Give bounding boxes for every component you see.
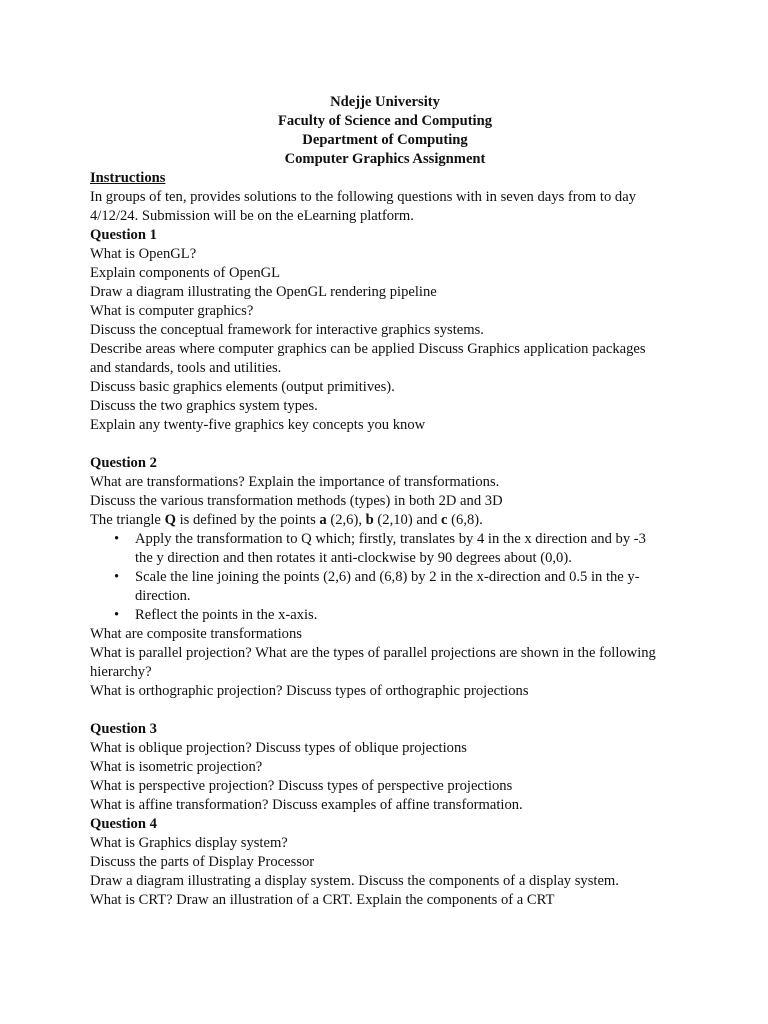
q2-triangle-definition	[90, 511, 680, 530]
instructions-line-1: In groups of ten, provides solutions to the following questions with in seven days from to day	[90, 189, 636, 205]
instructions-heading: Instructions	[90, 170, 166, 186]
bullet-icon: •	[114, 569, 120, 585]
department-title: Department of Computing	[302, 132, 468, 148]
document-page	[90, 93, 680, 910]
q1-item: Discuss basic graphics elements (output primitives).	[90, 379, 395, 395]
bullet-text: Apply the transformation to Q which; firstly, translates by 4 in the x direction and by -3	[135, 531, 646, 547]
blank-line	[90, 435, 680, 454]
question-1-heading: Question 1	[90, 227, 157, 243]
text-run: The triangle	[90, 512, 165, 528]
q4-item: What is Graphics display system?	[90, 835, 288, 851]
q2-bullet-item	[114, 568, 680, 606]
q2-item: What is orthographic projection? Discuss types of orthographic projections	[90, 683, 529, 699]
q1-item: and standards, tools and utilities.	[90, 360, 282, 376]
text-run: (2,10) and	[373, 512, 442, 528]
q1-item: What is computer graphics?	[90, 303, 254, 319]
q1-item: Explain any twenty-five graphics key concepts you know	[90, 417, 426, 433]
bullet-icon: •	[114, 607, 120, 623]
q2-item: What are composite transformations	[90, 626, 302, 642]
q2-bullet-item	[114, 530, 680, 568]
question-2-heading: Question 2	[90, 455, 157, 471]
q1-item: Discuss the conceptual framework for interactive graphics systems.	[90, 322, 484, 338]
q3-item: What is isometric projection?	[90, 759, 263, 775]
q1-item: Describe areas where computer graphics can be applied Discuss Graphics application packages	[90, 341, 646, 357]
text-run: (2,6),	[326, 512, 366, 528]
question-3-heading: Question 3	[90, 721, 157, 737]
q2-item: hierarchy?	[90, 664, 152, 680]
text-run-bold: a	[319, 512, 327, 528]
blank-line	[90, 701, 680, 720]
text-run-bold: b	[365, 512, 374, 528]
university-title: Ndejje University	[330, 94, 440, 110]
q2-bullet-item	[114, 606, 680, 625]
question-4-heading: Question 4	[90, 816, 157, 832]
q3-item: What is perspective projection? Discuss types of perspective projections	[90, 778, 513, 794]
text-run: is defined by the points	[175, 512, 320, 528]
q1-item: Draw a diagram illustrating the OpenGL rendering pipeline	[90, 284, 437, 300]
q1-item: What is OpenGL?	[90, 246, 197, 262]
q4-item: Discuss the parts of Display Processor	[90, 854, 315, 870]
q2-item: What are transformations? Explain the importance of transformations.	[90, 474, 500, 490]
q3-item: What is affine transformation? Discuss examples of affine transformation.	[90, 797, 523, 813]
text-run: (6,8).	[447, 512, 483, 528]
assignment-title: Computer Graphics Assignment	[284, 151, 486, 167]
q2-item: What is parallel projection? What are the types of parallel projections are shown in the following	[90, 645, 656, 661]
q1-item: Discuss the two graphics system types.	[90, 398, 318, 414]
q3-item: What is oblique projection? Discuss types of oblique projections	[90, 740, 467, 756]
bullet-text: Reflect the points in the x-axis.	[135, 607, 318, 623]
bullet-text: the y direction and then rotates it anti-clockwise by 90 degrees about (0,0).	[135, 550, 572, 566]
bullet-text: direction.	[135, 588, 191, 604]
faculty-title: Faculty of Science and Computing	[277, 113, 493, 129]
q4-item: Draw a diagram illustrating a display system. Discuss the components of a display system.	[90, 873, 619, 889]
text-run-bold: c	[441, 512, 448, 528]
q2-item: Discuss the various transformation methods (types) in both 2D and 3D	[90, 493, 503, 509]
instructions-line-2: 4/12/24. Submission will be on the eLearning platform.	[90, 208, 414, 224]
q1-item: Explain components of OpenGL	[90, 265, 281, 281]
bullet-icon: •	[114, 531, 120, 547]
text-run-bold: Q	[164, 512, 176, 528]
bullet-text: Scale the line joining the points (2,6) and (6,8) by 2 in the x-direction and 0.5 in the y-	[135, 569, 640, 585]
q4-item: What is CRT? Draw an illustration of a CRT. Explain the components of a CRT	[90, 892, 555, 908]
q2-bullet-list	[90, 530, 680, 625]
